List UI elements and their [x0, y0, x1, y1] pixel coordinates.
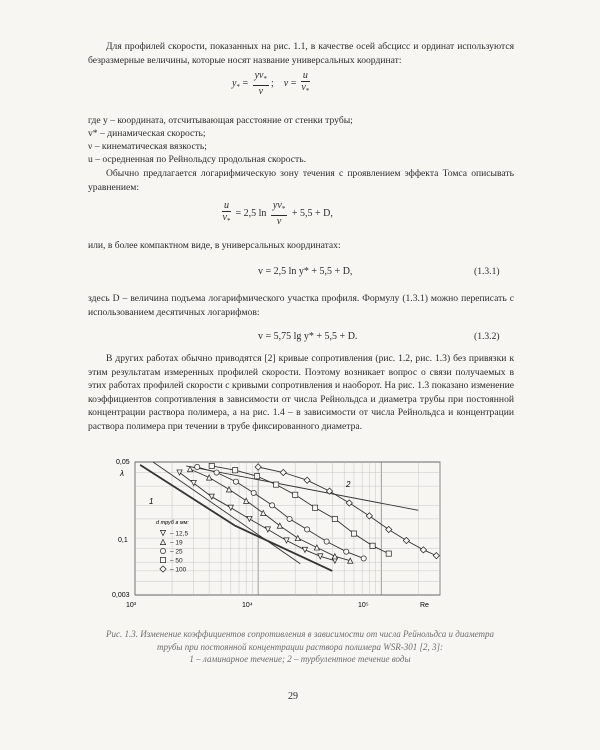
data-point [305, 527, 310, 532]
data-point [251, 490, 256, 495]
legend-label: – 50 [170, 557, 183, 565]
data-point [244, 498, 249, 503]
definition-u: u – осредненная по Рейнольдсу продольная скорость. [88, 154, 306, 165]
data-point [280, 469, 286, 475]
series-curve-2 [190, 469, 350, 561]
figure-caption [100, 628, 500, 666]
data-point [370, 543, 375, 548]
data-point [420, 547, 426, 553]
data-point [232, 468, 237, 473]
paragraph-2: Обычно предлагается логарифмическую зону течения с проявлением эффекта Томса описывать уравнением: [88, 168, 514, 193]
legend-marker [160, 557, 165, 562]
equation-number-1-3-1: (1.3.1) [474, 266, 500, 277]
data-point [348, 558, 353, 563]
legend-label: – 12,5 [170, 530, 189, 538]
definition-y: где y – координата, отсчитывающая расстояние от стенки трубы; [88, 115, 353, 126]
data-point [403, 537, 409, 543]
series-curve-1 [180, 473, 335, 561]
data-point [254, 474, 259, 479]
caption-main: Рис. 1.3. Изменение коэффициентов сопротивления в зависимости от числа Рейнольдса и диаметра трубы при постоянной концентрации раствора полимера WSR-301 [2, 3]: [106, 629, 494, 652]
data-point [195, 464, 200, 469]
definition-nu: ν – кинематическая вязкость; [88, 141, 207, 152]
legend-label: – 25 [170, 548, 183, 556]
paragraph-4: здесь D – величина подъема логарифмического участка профиля. Формулу (1.3.1) можно переписать с использованием десятичных логарифмов: [88, 293, 514, 318]
data-point [361, 556, 366, 561]
data-point [366, 513, 372, 519]
legend-title: d труб в мм: [156, 520, 189, 526]
curve-label-1: 1 [149, 497, 154, 506]
data-point [314, 545, 319, 550]
data-point [209, 494, 214, 499]
paragraph-3: или, в более компактном виде, в универсальных координатах: [88, 240, 341, 251]
legend-marker [160, 548, 165, 553]
data-point [324, 539, 329, 544]
formula-universal-coordinates: $y_*$ = $\frac{yv_*}{\nu}$ ; v = $\frac{u}{v_*}$ [232, 70, 310, 97]
legend [160, 530, 189, 573]
data-point [293, 492, 298, 497]
legend-label: – 19 [170, 539, 183, 547]
data-point [233, 479, 238, 484]
data-point [207, 475, 212, 480]
data-point [433, 553, 439, 559]
y-axis-label: λ [120, 469, 124, 478]
series-curve-3 [197, 467, 364, 558]
y-tick-bottom: 0,003 [112, 592, 130, 599]
grid-lines [135, 462, 440, 595]
definition-v-star: v* – динамическая скорость; [88, 128, 206, 139]
legend-marker [160, 530, 165, 535]
data-point [228, 505, 233, 510]
data-point [265, 527, 270, 532]
x-tick-1e3: 10³ [126, 602, 137, 609]
y-tick-top: 0,05 [116, 459, 130, 466]
data-point [255, 464, 261, 470]
data-point [287, 516, 292, 521]
data-point [304, 477, 310, 483]
data-point [332, 554, 337, 559]
equation-number-1-3-2: (1.3.2) [474, 331, 500, 342]
data-point [302, 547, 307, 552]
data-point [332, 516, 337, 521]
data-point [312, 505, 317, 510]
data-point [318, 554, 323, 559]
page-number: 29 [288, 691, 298, 702]
data-point [344, 549, 349, 554]
plot-frame [135, 462, 440, 595]
caption-legend: 1 – ламинарное течение; 2 – турбулентное течение воды [189, 654, 411, 664]
paragraph-5: В других работах обычно приводятся [2] кривые сопротивления (рис. 1.2, рис. 1.3) без привязки к этим результатам измеренных профилей скорости. Поэтому возникает вопрос о связи получаемых в этих работах профилей скорости с кривыми сопротивления и наоборот. На рис. 1.3 показано изменение коэффициентов сопротивления в зависимости от числа Рейнольдса и диаметра трубы при постоянной концентрации раствора полимера, а на рис. 1.4 – в зависимости от числа Рейнольдса и концентрации раствора полимера при течении в трубе фиксированного диаметра. [88, 353, 514, 432]
data-point [284, 538, 289, 543]
curve-label-2: 2 [346, 480, 351, 489]
data-point [386, 551, 391, 556]
x-tick-1e5: 10⁵ [358, 602, 369, 609]
y-tick-mid: 0,1 [118, 537, 128, 544]
formula-1-3-1: v = 2,5 ln y* + 5,5 + D, [258, 266, 353, 277]
data-point [270, 503, 275, 508]
legend-marker [160, 566, 166, 572]
x-tick-1e4: 10⁴ [242, 602, 253, 609]
formula-log-law: $\frac{u}{v_*}$ = 2,5 ln $\frac{yv_*}{\nu}$ + 5,5 + D, [222, 200, 333, 227]
formula-1-3-2: v = 5,75 lg y* + 5,5 + D. [258, 331, 358, 342]
data-point [209, 463, 214, 468]
data-point [386, 526, 392, 532]
data-point [214, 470, 219, 475]
legend-marker [160, 539, 165, 544]
data-point [274, 482, 279, 487]
legend-label: – 100 [170, 566, 187, 574]
data-point [351, 531, 356, 536]
drag-coefficient-chart [0, 450, 600, 620]
paragraph-1: Для профилей скорости, показанных на рис. 1.1, в качестве осей абсцисс и ординат используются безразмерные величины, которые носят название универсальных координат: [88, 41, 514, 66]
x-axis-label: Re [420, 602, 429, 609]
